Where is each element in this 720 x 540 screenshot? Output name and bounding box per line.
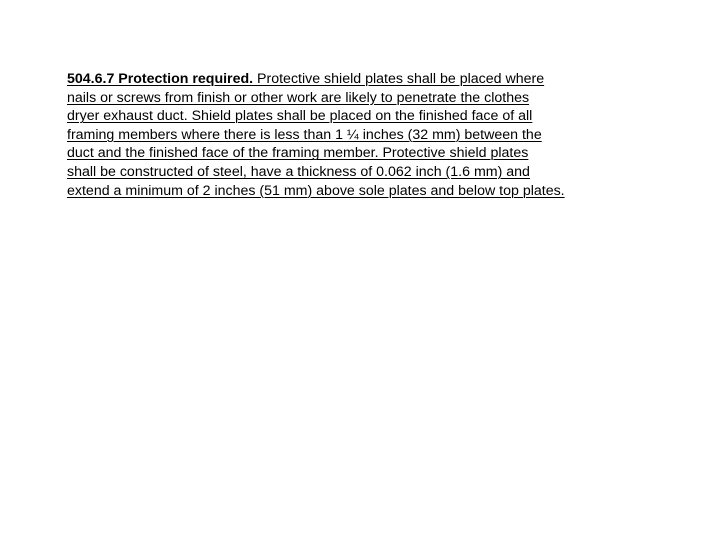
paragraph-line-5: duct and the finished face of the framing member. Protective shield plates <box>67 145 529 162</box>
paragraph-line-4: framing members where there is less than 1 ¼ inches (32 mm) between the <box>67 126 542 143</box>
paragraph-line-7: extend a minimum of 2 inches (51 mm) above sole plates and below top plates. <box>67 182 565 199</box>
code-section-504-6-7 <box>67 70 667 200</box>
paragraph-line-2: nails or screws from finish or other work are likely to penetrate the clothes <box>67 89 530 106</box>
paragraph-text-1: Protective shield plates shall be placed where <box>253 71 545 87</box>
paragraph-line-1 <box>67 70 667 89</box>
paragraph-line-6: shall be constructed of steel, have a thickness of 0.062 inch (1.6 mm) and <box>67 163 530 180</box>
section-heading: 504.6.7 Protection required. <box>67 71 254 87</box>
paragraph-line-3: dryer exhaust duct. Shield plates shall be placed on the finished face of all <box>67 108 533 125</box>
